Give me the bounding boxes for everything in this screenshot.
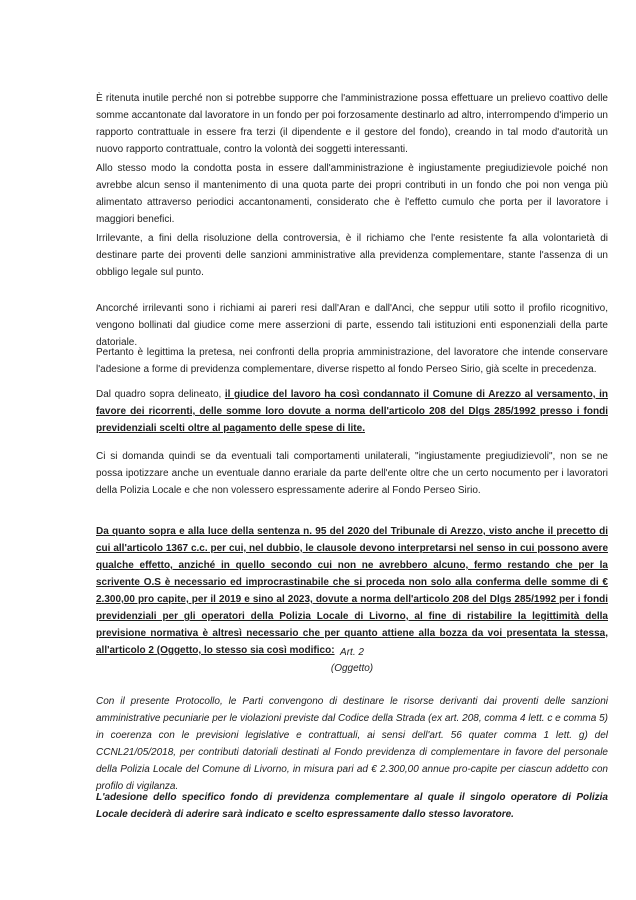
ruling-intro-text: Dal quadro sopra delineato,	[96, 389, 225, 400]
paragraph-judge-ruling	[96, 386, 608, 437]
paragraph-withdrawal-argument: È ritenuta inutile perché non si potrebbe supporre che l'amministrazione possa effettuare un prelievo coattivo delle somme accantonate dal lavoratore in un fondo per poi forzosamente destinarlo ad altro, interrompendo d'imperio un rapporto contrattuale in essere fra terzi (il dipendente e il gestore del fondo), creando in tal modo d'autorità un nuovo rapporto contrattuale, contro la volontà dei soggetti interessanti.	[96, 93, 608, 155]
article-subtitle: (Oggetto)	[330, 663, 374, 674]
paragraph-sentence-request: Da quanto sopra e alla luce della sentenza n. 95 del 2020 del Tribunale di Arezzo, visto anche il precetto di cui all'articolo 1367 c.c. per cui, nel dubbio, le clausole devono interpretarsi nel senso in cui possono avere qualche effetto, anziché in quello secondo cui non ne avrebbero alcuno, fermo restando che per la scrivente O.S è necessario ed improcrastinabile che si proceda non solo alla conferma delle somme di € 2.300,00 pro capite, per il 2019 e sino al 2023, dovute a norma dell'articolo 208 del Dlgs 285/1992 per i fondi previdenziali per gli operatori della Polizia Locale di Livorno, al fine di ristabilire la legittimità della previsione normativa è altresì necessario che per quanto attiene alla bozza da voi presentata la stessa, all'articolo 2 (Oggetto, lo stesso sia così modifico:	[96, 526, 608, 656]
paragraph-adhesion-choice: L'adesione dello specifico fondo di previdenza complementare al quale il singolo operatore di Polizia Locale deciderà di aderire sarà indicato e scelto espressamente dallo stesso lavoratore.	[96, 792, 608, 820]
paragraph-irrelevant-voluntariness: Irrilevante, a fini della risoluzione della controversia, è il richiamo che l'ente resistente fa alla volontarietà di destinare parte dei proventi delle sanzioni amministrative alla previdenza complementare, stante l'assenza di un obbligo legale sul punto.	[96, 233, 608, 278]
paragraph-prejudicial-conduct: Allo stesso modo la condotta posta in essere dall'amministrazione è ingiustamente pregiudizievole poiché non avrebbe alcun senso il mantenimento di una quota parte dei propri contributi in un fondo che poi non venga più alimentato attraverso periodici accantonamenti, considerato che è l'effetto cumulo che porta per il lavoratore i maggiori benefici.	[96, 163, 608, 225]
paragraph-damage-question: Ci si domanda quindi se da eventuali tali comportamenti unilaterali, "ingiustamente pregiudizievoli", non se ne possa ipotizzare anche un eventuale danno erariale da parte dell'ente oltre che un certo nocumento per i lavoratori della Polizia Locale e che non volessero espressamente aderire al Fondo Perseo Sirio.	[96, 451, 608, 496]
paragraph-legitimate-claim: Pertanto è legittima la pretesa, nei confronti della propria amministrazione, del lavoratore che intende conservare l'adesione a forme di previdenza complementare, diverse rispetto al fondo Perseo Sirio, già scelte in precedenza.	[96, 347, 608, 375]
paragraph-protocol-text: Con il presente Protocollo, le Parti convengono di destinare le risorse derivanti dai proventi delle sanzioni amministrative pecuniarie per le violazioni previste dal Codice della Strada (ex art. 208, comma 4 lett. c e comma 5) in coerenza con le previsioni legislative e contrattuali, ai sensi dell'art. 56 quater comma 1 lett. g) del CCNL21/05/2018, per contributi datoriali destinati al Fondo previdenza di complementare in favore del personale della Polizia Locale del Comune di Livorno, in misura pari ad € 2.300,00 annue pro-capite per ciascun addetto con profilo di vigilanza.	[96, 696, 608, 792]
article-title: Art. 2	[340, 647, 364, 658]
ruling-emphasis-text: il giudice del lavoro ha così condannato il Comune di Arezzo al versamento, in favore dei ricorrenti, delle somme loro dovute a norma dell'articolo 208 del Dlgs 285/1992 presso i fondi previdenziali scelti oltre al pagamento delle spese di lite.	[96, 389, 608, 434]
paragraph-aran-anci-opinions: Ancorché irrilevanti sono i richiami ai pareri resi dall'Aran e dall'Anci, che seppur utili sotto il profilo ricognitivo, vengono bollinati dal giudice come mere asserzioni di parte, essendo tali istituzioni enti esponenziali della parte datoriale.	[96, 303, 608, 348]
